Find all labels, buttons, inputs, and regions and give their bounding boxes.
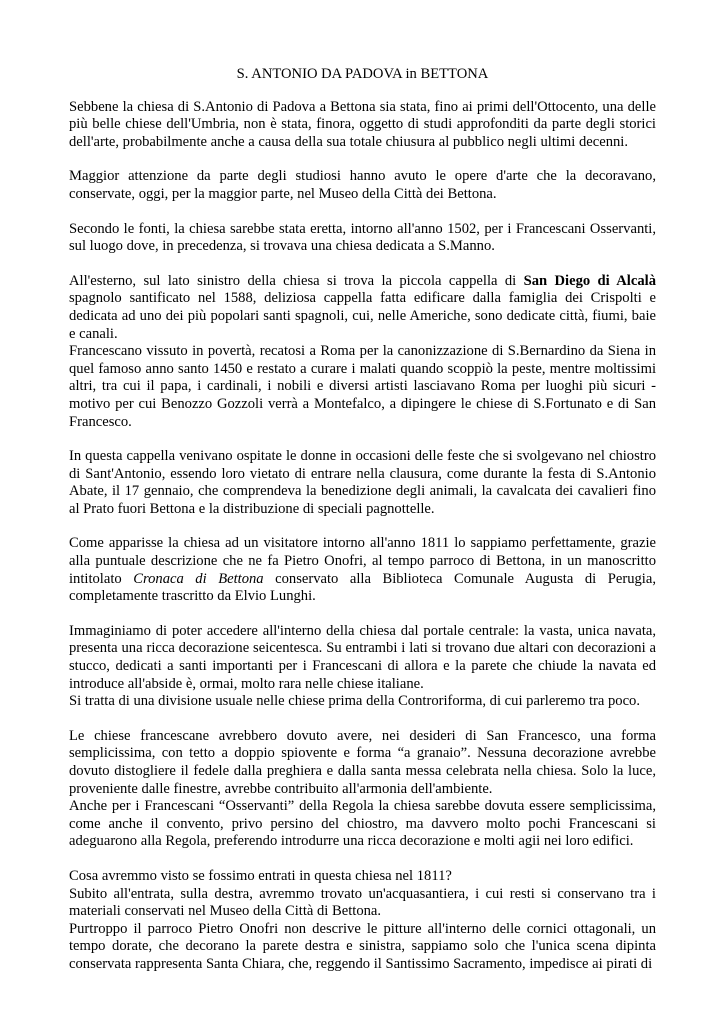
paragraph-chapel-text-start: All'esterno, sul lato sinistro della chiesa si trova la piccola cappella di <box>69 272 524 289</box>
paragraph-block-sources <box>69 221 656 256</box>
paragraph-entrance: Subito all'entrata, sulla destra, avremmo trovato un'acquasantiera, i cui resti si conservano tra i materiali conservati nel Museo della Città di Bettona. <box>69 885 656 920</box>
paragraph-chapel <box>69 273 656 343</box>
paragraph-intro: Sebbene la chiesa di S.Antonio di Padova a Bettona sia stata, fino ai primi dell'Ottocento, una delle più belle chiese dell'Umbria, non è stata, finora, oggetto di studi approfonditi da parte degli storici dell'arte, probabilmente anche a causa della sua totale chiusura al pubblico negli ultimi decenni. <box>69 98 656 150</box>
manuscript-title: Cronaca di Bettona <box>133 570 264 587</box>
paragraph-division: Si tratta di una divisione usuale nelle chiese prima della Controriforma, di cui parleremo tra poco. <box>69 693 641 710</box>
paragraph-block-interior <box>69 623 656 711</box>
paragraph-paintings: Purtroppo il parroco Pietro Onofri non descrive le pitture all'interno delle cornici ottagonali, un tempo dorate, che decorano la parete destra e sinistra, sappiamo solo che l'unica scena dipinta conservata rappresenta Santa Chiara, che, reggendo il Santissimo Sacramento, impedisce ai pirati di <box>69 920 656 972</box>
paragraph-chapel-text-end: spagnolo santificato nel 1588, deliziosa cappella fatta edificare dalla famiglia dei Crispolti e dedicata ad uno dei più popolari santi spagnoli, cui, nelle Americhe, sono dedicate città, fiumi, baie e canali. <box>69 290 656 342</box>
paragraph-block-visitor <box>69 535 656 605</box>
paragraph-block-studies <box>69 168 656 203</box>
paragraph-franciscan-churches: Le chiese francescane avrebbero dovuto avere, nei desideri di San Francesco, una forma semplicissima, con tetto a doppio spiovente e forma “a granaio”. Nessuna decorazione avrebbe dovuto distogliere il fedele dalla preghiera e dalla santa messa celebrata nella chiesa. Solo la luce, proveniente dalle finestre, avrebbe contribuito all'armonia dell'ambiente. <box>69 727 656 797</box>
document-title: S. ANTONIO DA PADOVA in BETTONA <box>236 66 489 82</box>
paragraph-block-chapel <box>69 273 656 431</box>
saint-name: San Diego di Alcalà <box>523 272 656 289</box>
paragraph-studies: Maggior attenzione da parte degli studiosi hanno avuto le opere d'arte che la decoravano, conservate, oggi, per la maggior parte, nel Museo della Città dei Bettona. <box>69 168 656 202</box>
paragraph-franciscan: Francescano vissuto in povertà, recatosi a Roma per la canonizzazione di S.Bernardino da Siena in quel famoso anno santo 1450 e restato a curare i malati quando scoppiò la peste, mentre moltissimi altri, tra cui il papa, i cardinali, i nobili e diversi artisti lasciavano Roma per luoghi più sicuri - motivo per cui Benozzo Gozzoli verrà a Montefalco, a dipingere le chiese di S.Fortunato e di San Francesco. <box>69 343 656 430</box>
paragraph-women: In questa cappella venivano ospitate le donne in occasioni delle feste che si svolgevano nel chiostro di Sant'Antonio, essendo loro vietato di entrare nella clausura, come durante la festa di S.Antonio Abate, il 17 gennaio, che comprendeva la benedizione degli animali, la cavalcata dei cavalieri fino al Prato fuori Bettona e la distribuzione di speciali pagnottelle. <box>69 448 656 517</box>
paragraph-block-women <box>69 448 656 518</box>
paragraph-observants: Anche per i Francescani “Osservanti” della Regola la chiesa sarebbe dovuta essere semplicissima, come anche il convento, privo persino del chiostro, ma davvero molto pochi Francescani si adeguarono alla Regola, preferendo introdurre una ricca decorazione e molti agii nei loro edifici. <box>69 798 656 850</box>
paragraph-question: Cosa avremmo visto se fossimo entrati in questa chiesa nel 1811? <box>69 867 452 884</box>
paragraph-visitor-text-end: conservato alla Biblioteca Comunale Augusta di Perugia, completamente trascritto da Elvio Lunghi. <box>69 570 656 605</box>
paragraph-sources: Secondo le fonti, la chiesa sarebbe stata eretta, intorno all'anno 1502, per i Francescani Osservanti, sul luogo dove, in precedenza, si trovava una chiesa dedicata a S.Manno. <box>69 220 656 255</box>
paragraph-visitor <box>69 535 656 605</box>
paragraph-block-intro <box>69 99 656 152</box>
paragraph-block-1811 <box>69 868 656 974</box>
paragraph-interior: Immaginiamo di poter accedere all'interno della chiesa dal portale centrale: la vasta, unica navata, presenta una ricca decorazione seicentesca. Su entrambi i lati si trovano due altari con decorazioni a stucco, dedicati a santi importanti per i Francescani di allora e la parete che chiude la navata ed introduce all'abside è, ormai, molto rara nelle chiese italiane. <box>69 622 656 692</box>
paragraph-block-rule <box>69 728 656 851</box>
paragraph-visitor-text-start: Come apparisse la chiesa ad un visitatore intorno all'anno 1811 lo sappiamo perfettamente, grazie alla puntuale descrizione che ne fa Pietro Onofri, al tempo parroco di Bettona, in un manoscritto intitolato <box>69 535 656 587</box>
